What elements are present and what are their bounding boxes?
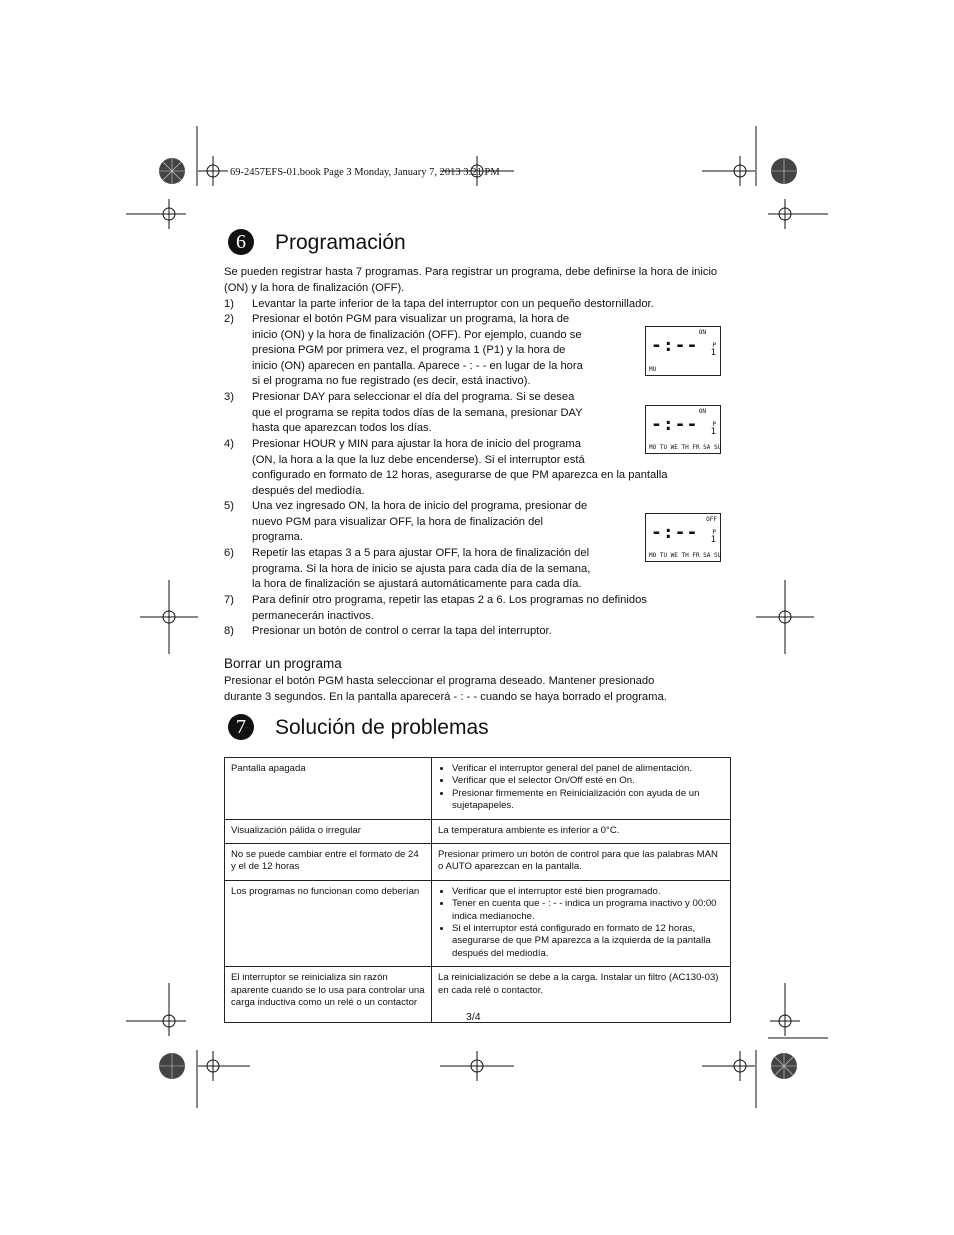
problem-cell: Pantalla apagada [225,758,432,820]
erase-line: durante 3 segundos. En la pantalla aparecerá - : - - cuando se haya borrado el programa. [224,690,667,703]
step-number: 7) [224,594,234,606]
step-line: Presionar DAY para seleccionar el día del programa. Si se desea [252,391,575,403]
step-text [252,297,734,313]
step-number: 5) [224,500,234,512]
table-row [225,880,731,966]
solution-item: • Verificar el interruptor general del panel de alimentación. [452,763,724,775]
lcd-program-number: 1 [710,348,716,358]
erase-program-title: Borrar un programa [224,656,342,671]
step-line: Presionar HOUR y MIN para ajustar la hora de inicio del programa [252,438,581,450]
troubleshooting-table [224,757,731,1023]
step-line: inicio (ON) aparecen en pantalla. Aparece - : - - en lugar de la hora [252,359,583,372]
erase-line: Presionar el botón PGM hasta seleccionar el programa deseado. Mantener presionado [224,675,655,687]
table-row [225,844,731,881]
step-line: si el programa no fue registrado (es decir, está inactivo). [252,375,531,388]
solution-cell [432,758,731,820]
lcd-days: MO TU WE TH FR SA SU [649,552,722,559]
step-line: la hora de finalización se ajustará automáticamente para cada día. [252,578,582,591]
step-line: Una vez ingresado ON, la hora de inicio del programa, presionar de [252,500,588,512]
lcd-program-letter: P [712,342,716,349]
problem-cell: Los programas no funcionan como deberían [225,880,432,966]
step-line: programa. Si la hora de inicio se ajusta para cada día de la semana, [252,562,591,575]
lcd-mode-label: ON [698,408,706,415]
solution-cell [432,844,731,881]
lcd-program-letter: P [712,421,716,428]
step-number: 6) [224,547,234,559]
step-line: Presionar un botón de control o cerrar la tapa del interruptor. [252,625,552,637]
lcd-digits: -:-- [651,522,699,543]
lcd-display-3 [645,513,721,562]
step-line: que el programa se repita todos días de la semana, presionar DAY [252,406,583,419]
step-line: después del mediodía. [252,484,365,497]
section-number-6: 6 [228,229,254,255]
step-line: programa. [252,531,303,544]
erase-program-text [224,674,734,705]
step-number: 2) [224,313,234,325]
step-line: Para definir otro programa, repetir las etapas 2 a 6. Los programas no definidos [252,594,647,606]
step-line: (ON, la hora a la que la luz debe encenderse). Si el interruptor está [252,453,585,466]
step-number: 8) [224,625,234,637]
lcd-display-2 [645,405,721,454]
step-number: 3) [224,391,234,403]
step-number: 4) [224,438,234,450]
problem-cell: Visualización pálida o irregular [225,819,432,843]
section-title-troubleshooting: Solución de problemas [275,716,489,739]
file-header: 69-2457EFS-01.book Page 3 Monday, January 7, 2013 3:21 PM [230,167,500,178]
lcd-program-number: 1 [710,427,716,437]
lcd-mode-label: OFF [706,516,717,523]
intro-paragraph: Se pueden registrar hasta 7 programas. Para registrar un programa, debe definirse la hora de inicio (ON) y la hora de finalización (OFF). [224,266,718,294]
lcd-digits: -:-- [651,335,699,356]
solution-item: • Tener en cuenta que - : - - indica un programa inactivo y 00:00 indica medianoche. [452,898,724,923]
solution-cell [432,819,731,843]
step-line: permanecerán inactivos. [252,609,374,622]
table-row [225,758,731,820]
page-number: 3/4 [466,1011,481,1023]
step-line: Presionar el botón PGM para visualizar un programa, la hora de [252,313,570,325]
lcd-days: MO [649,366,657,373]
step-line: presiona PGM por primera vez, el programa 1 (P1) y la hora de [252,344,566,357]
solution-item: • Verificar que el selector On/Off esté en On. [452,775,724,787]
problem-cell: El interruptor se reinicializa sin razón aparente cuando se lo usa para controlar una carga inductiva como un relé o un contactor [225,967,432,1023]
problem-cell: No se puede cambiar entre el formato de 24 y el de 12 horas [225,844,432,881]
step-line: Levantar la parte inferior de la tapa del interruptor con un pequeño destornillador. [252,298,654,310]
section-title-programacion: Programación [275,231,406,254]
solution-list [438,886,724,960]
solution-item: • Si el interruptor está configurado en formato de 12 horas, asegurarse de que PM aparezca a la izquierda de la pantalla después del mediodía. [452,923,724,960]
step-text [252,624,734,640]
step-line: hasta que aparezcan todos los días. [252,422,432,435]
lcd-digits: -:-- [651,414,699,435]
solution-text: Presionar primero un botón de control para que las palabras MAN o AUTO aparezcan en la pantalla. [438,849,718,873]
solution-item: • Presionar firmemente en Reinicialización con ayuda de un sujetapapeles. [452,788,724,813]
solution-list [438,763,724,813]
solution-item: • Verificar que el interruptor esté bien programado. [452,886,724,898]
section-number-7: 7 [228,714,254,740]
step-text [252,593,734,624]
lcd-display-1 [645,326,721,376]
solution-text: La reinicialización se debe a la carga. Instalar un filtro (AC130-03) en cada relé o contactor. [438,972,719,996]
lcd-program-number: 1 [710,535,716,545]
step-line: Repetir las etapas 3 a 5 para ajustar OFF, la hora de finalización del [252,547,590,559]
table-row [225,819,731,843]
step-line: inicio (ON) y la hora de finalización (OFF). Por ejemplo, cuando se [252,328,582,341]
lcd-mode-label: ON [698,329,706,336]
solution-text: La temperatura ambiente es inferior a 0°C. [438,824,620,836]
solution-cell [432,880,731,966]
lcd-days: MO TU WE TH FR SA SU [649,444,722,451]
step-line: nuevo PGM para visualizar OFF, la hora de finalización del [252,515,544,528]
step-line: configurado en formato de 12 horas, asegurarse de que PM aparezca en la pantalla [252,469,668,482]
step-number: 1) [224,298,234,310]
lcd-program-letter: P [712,529,716,536]
